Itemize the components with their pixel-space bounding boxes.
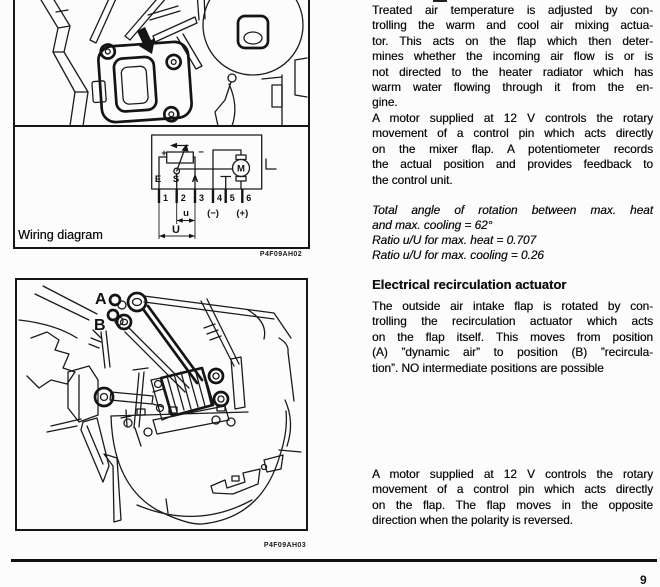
text-line: the actual position and provides feedback to: [372, 157, 653, 172]
wiring-schematic: [152, 135, 276, 239]
text-column: [372, 0, 653, 579]
text-line: on the flap itself. This moves from position: [372, 329, 653, 344]
polarity-pos-label: (+): [236, 208, 249, 219]
text-line: the control unit.: [372, 172, 453, 187]
page-number-fragment: [640, 572, 651, 587]
pin-5-label: 5: [229, 193, 235, 203]
text-line: (A) ”dynamic air” to position (B) ”recircula-: [372, 345, 653, 360]
text-line: trolling the recirculation actuator which acts: [372, 314, 653, 329]
text-line: on the flap. The flap moves in the opposite: [372, 497, 653, 512]
text-line: tor. This acts on the flap which then deter-: [372, 33, 653, 48]
position-a-label: A: [95, 291, 107, 308]
voltage-u-small-label: u: [183, 208, 189, 219]
text-line: warm water flowing through it from the en-: [372, 80, 653, 95]
recirculation-actuator-illustration: [19, 286, 301, 524]
specs-italic-block: [372, 203, 653, 263]
text-line: A motor supplied at 12 V controls the rotary: [372, 467, 653, 481]
paragraph-mixing-intro: [372, 3, 653, 111]
linkage-joints: [108, 293, 146, 329]
text-line: A motor supplied at 12 V controls the rotary: [372, 111, 653, 125]
polarity-neg-label: (−): [207, 208, 219, 219]
pin-4-label: 4: [217, 193, 223, 203]
position-b-label: B: [94, 317, 106, 334]
figure2-code: P4F09AH03: [263, 542, 306, 549]
pin-6-label: 6: [246, 193, 252, 203]
terminal-e-label: E: [154, 174, 162, 185]
figure-mixing-actuator: [13, 0, 310, 249]
figure1-code: P4F09AH02: [259, 251, 302, 258]
wiring-minus-label: −: [198, 147, 204, 158]
terminal-a-label: A: [191, 174, 199, 185]
pin-1-label: 1: [163, 193, 169, 203]
text-line: Ratio u/U for max. heat = 0.707: [372, 233, 537, 248]
text-line: on the mixer flap. A potentiometer records: [372, 141, 653, 156]
text-line: tion”. NO intermediate positions are possible: [372, 360, 604, 375]
text-line: movement of a control pin which acts directly: [372, 482, 653, 497]
mixing-actuator-illustration: [35, 0, 307, 127]
section-heading: Electrical recirculation actuator: [372, 277, 567, 292]
paragraph-recirc-intro: [372, 299, 653, 376]
wiring-plus-label: +: [161, 148, 167, 159]
text-line: Ratio u/U for max. cooling = 0.26: [372, 248, 544, 263]
figure2-drawing: [17, 280, 306, 529]
footer-rule: [11, 559, 657, 562]
voltage-u-big-label: U: [172, 224, 180, 236]
figure-recirculation-actuator: [15, 278, 308, 531]
pin-2-label: 2: [180, 193, 186, 203]
pin-3-label: 3: [199, 193, 205, 203]
text-line: The outside air intake flap is rotated by con-: [372, 299, 653, 313]
figure1-drawing: [15, 0, 308, 247]
text-line: and max. cooling = 62°: [372, 218, 493, 233]
paragraph-mixing-motor: [372, 111, 653, 188]
text-line: trolling the warm and cool air mixing actua-: [372, 18, 653, 33]
page-number: 9: [640, 573, 647, 587]
mixing-actuator-module: [89, 39, 192, 127]
paragraph-recirc-motor: [372, 467, 653, 529]
text-line: movement of a control pin which acts directly: [372, 126, 653, 141]
text-line: Total angle of rotation between max. heat: [372, 203, 653, 217]
pointer-arrow-icon: [137, 27, 155, 54]
text-line: gine.: [372, 95, 398, 110]
text-line: mines whether the incoming air flow is or is: [372, 49, 653, 64]
control-arm: [95, 388, 163, 407]
text-line: Treated air temperature is adjusted by con-: [372, 3, 653, 17]
figure1-caption: Wiring diagram: [18, 228, 103, 242]
text-line: direction when the polarity is reversed.: [372, 513, 573, 528]
motor-symbol-label: M: [237, 163, 245, 175]
terminal-s-label: S: [172, 174, 180, 185]
text-line: not directed to the heater radiator which has: [372, 64, 653, 79]
